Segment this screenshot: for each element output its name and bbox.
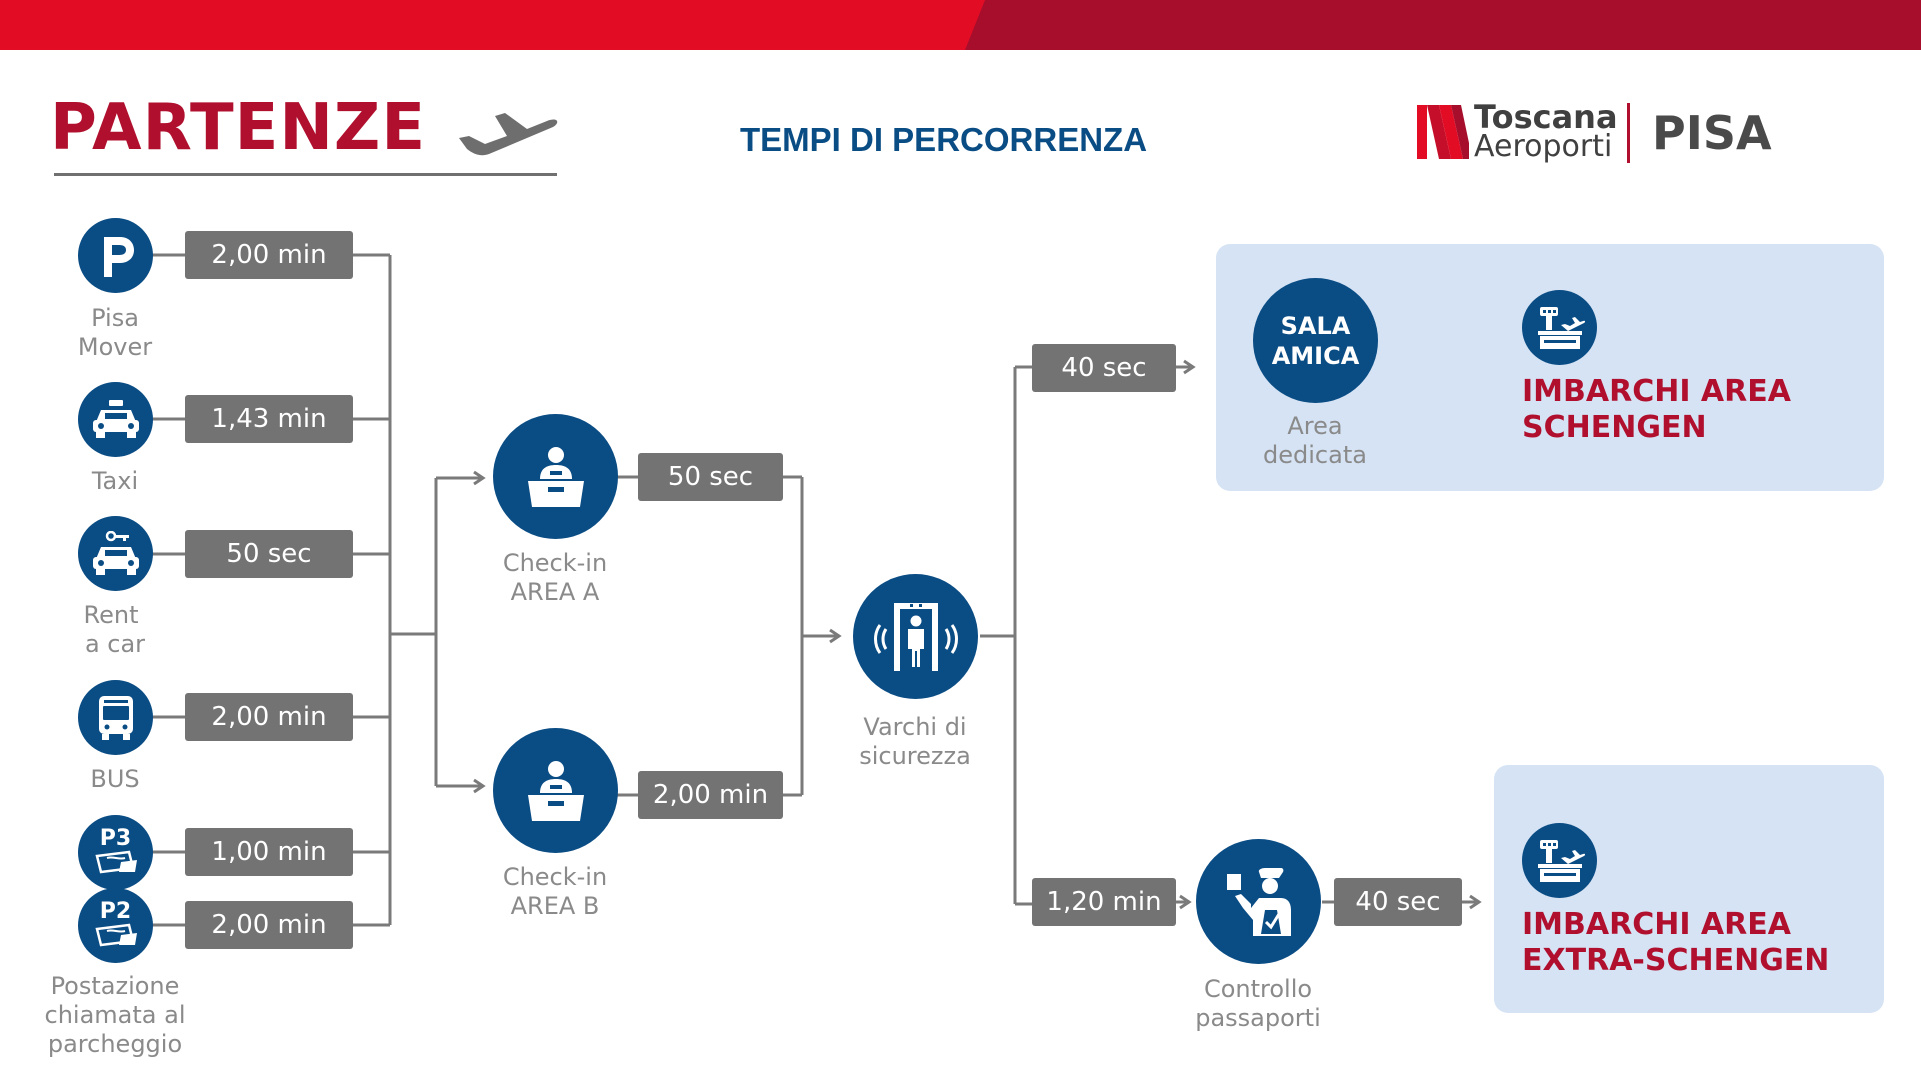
- extra-schengen-gate-time: 40 sec: [1334, 878, 1462, 926]
- check-in-a-time: 50 sec: [638, 453, 783, 501]
- check-in-a-node: [493, 414, 618, 539]
- p3-ticket-icon: [93, 850, 139, 874]
- p2-label3: parcheggio: [47, 1030, 183, 1058]
- security-gate-icon: [874, 599, 958, 675]
- bus-node: [78, 680, 153, 755]
- extra-schengen-gate-node: [1522, 823, 1597, 898]
- pisa-mover-node: [78, 218, 153, 293]
- taxi-time: 1,43 min: [185, 395, 353, 443]
- rent-a-car-icon: [91, 531, 141, 577]
- rent-a-car-node: [78, 516, 153, 591]
- check-in-b-label1: Check-in: [502, 863, 608, 891]
- schengen-gate-node: [1522, 290, 1597, 365]
- passport-control-label1: Controllo: [1203, 975, 1313, 1003]
- bus-time: 2,00 min: [185, 693, 353, 741]
- passport-control-icon: [1221, 864, 1297, 940]
- check-in-b-time: 2,00 min: [638, 771, 783, 819]
- p2-label1: Postazione: [50, 972, 180, 1000]
- page-title: PARTENZE: [50, 91, 427, 165]
- p2-node: [78, 888, 153, 963]
- parking-icon: [96, 233, 136, 279]
- taxi-icon: [91, 400, 141, 440]
- check-in-a-label2: AREA A: [510, 578, 600, 606]
- extra-schengen-dest-line2: EXTRA-SCHENGEN: [1522, 943, 1830, 978]
- page-subtitle: TEMPI DI PERCORRENZA: [740, 121, 1148, 158]
- boarding-gate-icon: [1535, 305, 1585, 351]
- sala-amica-label1: Area: [1287, 412, 1343, 440]
- sala-amica-line2: AMICA: [1271, 341, 1360, 370]
- boarding-gate-icon: [1535, 838, 1585, 884]
- p3-time: 1,00 min: [185, 828, 353, 876]
- rent-a-car-label2: a car: [84, 630, 146, 658]
- pisa-mover-label1: Pisa: [91, 304, 139, 332]
- p2-ticket-icon: [93, 923, 139, 947]
- rent-a-car-time: 50 sec: [185, 530, 353, 578]
- schengen-dest-line1: IMBARCHI AREA: [1522, 374, 1791, 409]
- p3-node: [78, 815, 153, 890]
- security-node: [853, 574, 978, 699]
- check-in-b-node: [493, 728, 618, 853]
- passport-control-label2: passaporti: [1195, 1004, 1321, 1032]
- p3-badge: P3: [99, 825, 132, 851]
- schengen-time: 40 sec: [1032, 344, 1176, 392]
- schengen-dest-line2: SCHENGEN: [1522, 410, 1707, 445]
- bus-icon: [96, 694, 136, 742]
- brand-name-line1: Toscana: [1474, 98, 1618, 136]
- bus-label: BUS: [90, 765, 140, 793]
- brand-name-line2: Aeroporti: [1474, 129, 1613, 164]
- check-in-desk-icon: [520, 441, 592, 513]
- rent-a-car-label1: Rent: [83, 601, 139, 629]
- p2-time: 2,00 min: [185, 901, 353, 949]
- security-label1: Varchi di: [863, 713, 967, 741]
- p2-label2: chiamata al: [44, 1001, 186, 1029]
- p2-badge: P2: [99, 898, 132, 924]
- sala-amica-line1: SALA: [1280, 311, 1351, 340]
- check-in-desk-icon: [520, 755, 592, 827]
- passport-control-node: [1196, 839, 1321, 964]
- airport-name: PISA: [1652, 106, 1772, 160]
- sala-amica-label2: dedicata: [1263, 441, 1367, 469]
- check-in-b-label2: AREA B: [510, 892, 600, 920]
- taxi-label: Taxi: [91, 467, 139, 495]
- sala-amica-node: [1253, 278, 1378, 403]
- pisa-mover-time: 2,00 min: [185, 231, 353, 279]
- extra-schengen-dest-line1: IMBARCHI AREA: [1522, 907, 1791, 942]
- security-label2: sicurezza: [859, 742, 971, 770]
- extra-schengen-control-time: 1,20 min: [1032, 878, 1176, 926]
- check-in-a-label1: Check-in: [502, 549, 608, 577]
- pisa-mover-label2: Mover: [77, 333, 153, 361]
- taxi-node: [78, 382, 153, 457]
